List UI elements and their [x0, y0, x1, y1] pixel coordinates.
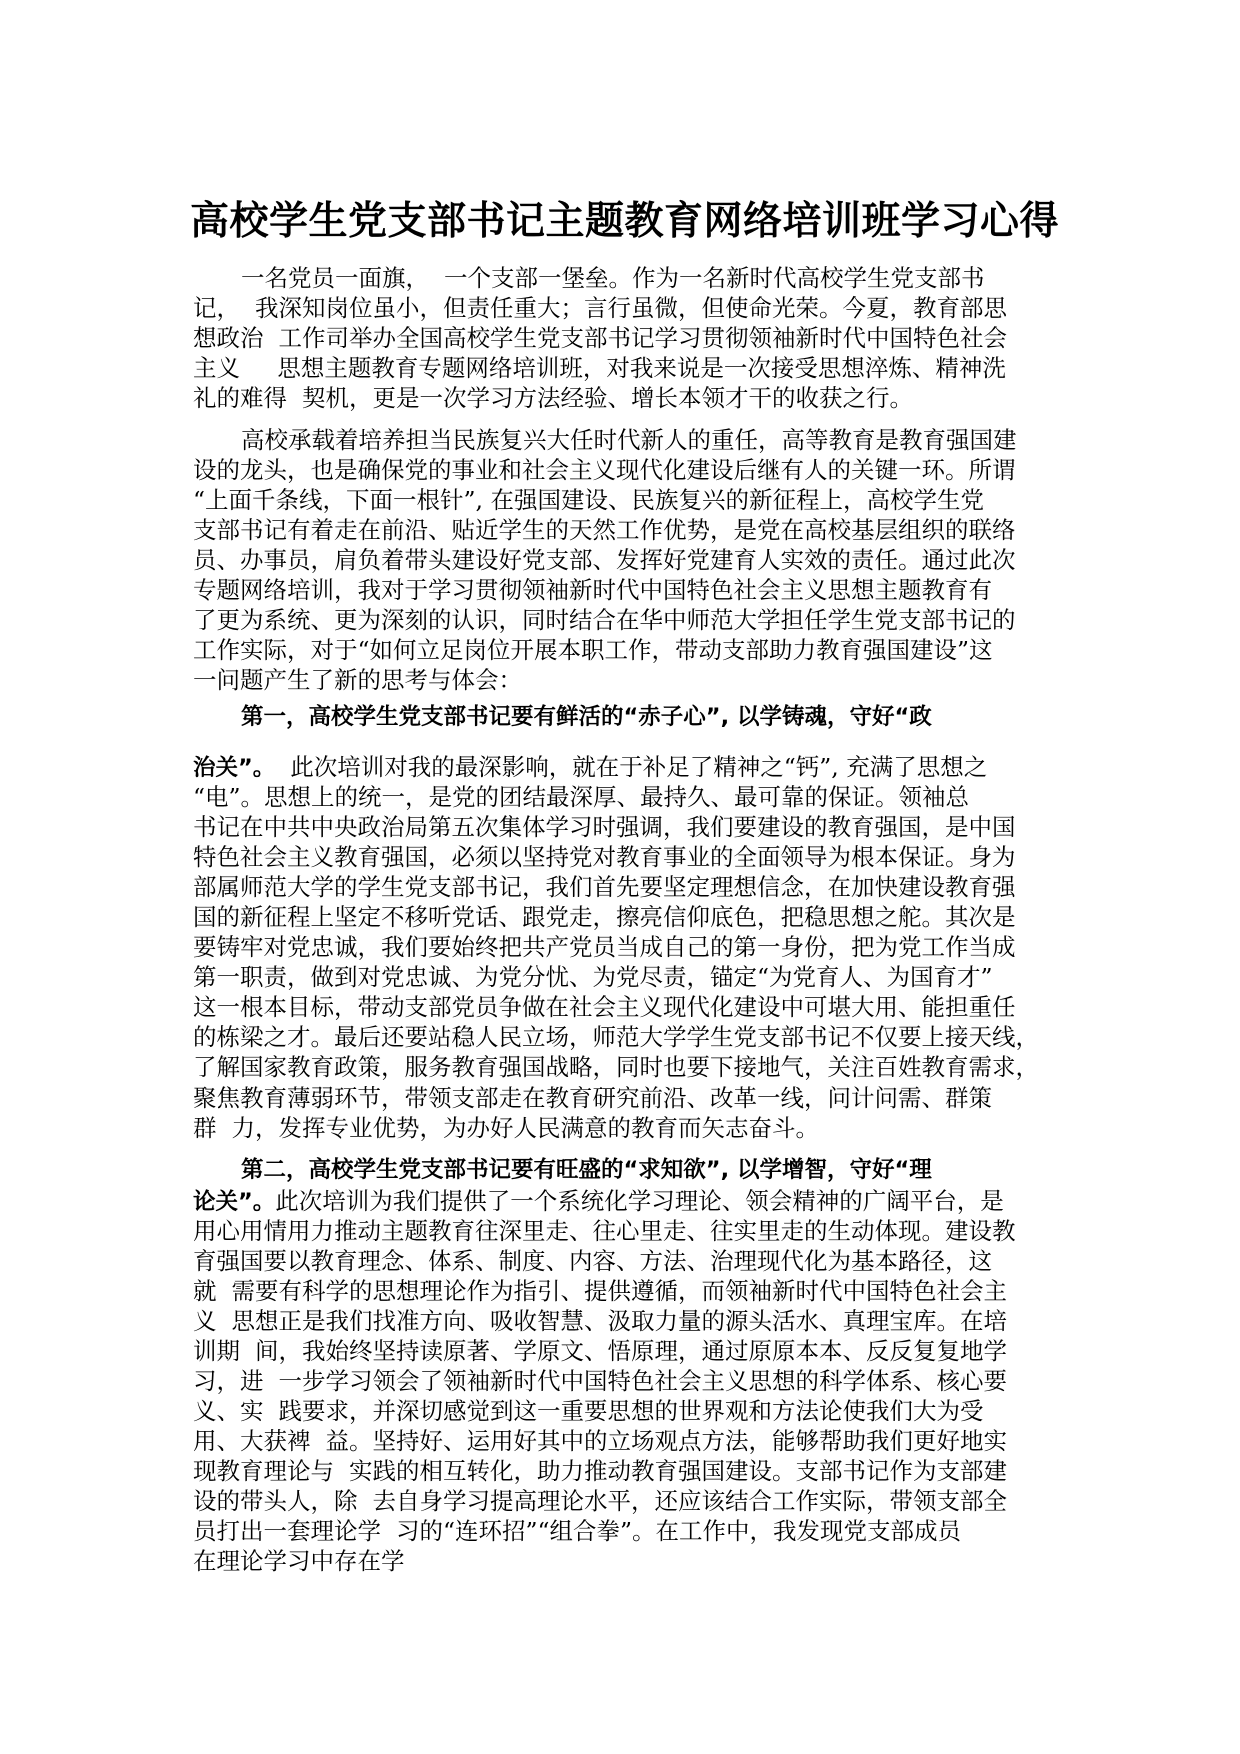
text-line: 群 力，发挥专业优势，为办好人民满意的教育而矢志奋斗。 [193, 1114, 819, 1142]
text-line: 记， 我深知岗位虽小，但责任重大；言行虽微，但使命光荣。今夏，教育部思 [193, 294, 1007, 322]
text-line: “电”。思想上的统一，是党的团结最深厚、最持久、最可靠的保证。领袖总 [193, 783, 970, 811]
text-run: 此次培训为我们提供了一个系统化学习理论、领会精神的广阔平台，是 [275, 1187, 1004, 1215]
text-line: 国的新征程上坚定不移听党话、跟党走，擦亮信仰底色，把稳思想之舵。其次是 [193, 903, 1016, 931]
text-line: 设的带头人，除 去自身学习提高理论水平，还应该结合工作实际，带领支部全 [193, 1487, 1007, 1515]
text-line: 一问题产生了新的思考与体会： [193, 666, 522, 694]
text-run: 此次培训对我的最深影响，就在于补足了精神之“钙”, 充满了思想之 [275, 753, 988, 781]
text-line: 在理论学习中存在学 [193, 1547, 405, 1575]
text-line: 礼的难得 契机，更是一次学习方法经验、增长本领才干的收获之行。 [193, 384, 913, 412]
text-line: 义 思想正是我们找准方向、吸收智慧、汲取力量的源头活水、真理宝库。在培 [193, 1307, 1007, 1335]
text-line: 想政治 工作司举办全国高校学生党支部书记学习贯彻领袖新时代中国特色社会 [193, 324, 1007, 352]
text-line: 要铸牢对党忠诚，我们要始终把共产党员当成自己的第一身份，把为党工作当成 [193, 933, 1016, 961]
document-title: 高校学生党支部书记主题教育网络培训班学习心得 [190, 199, 1060, 244]
section-heading: 第二，高校学生党支部书记要有旺盛的“求知欲”, 以学增智，守好“理 [241, 1157, 932, 1183]
text-line: 训期 间，我始终坚持读原著、学原文、悟原理，通过原原本本、反反复复地学 [193, 1337, 1007, 1365]
section-heading-end: 论关”。 [193, 1189, 276, 1215]
section-1-body [193, 752, 1073, 1082]
text-line: 这一根本目标，带动支部党员争做在社会主义现代化建设中可堪大用、能担重任 [193, 993, 1016, 1021]
text-line [193, 1186, 1073, 1216]
paragraph-1 [193, 263, 1073, 413]
text-line: 聚焦教育薄弱环节，带领支部走在教育研究前沿、改革一线，问计问需、群策 [193, 1084, 992, 1112]
text-line: 的栋梁之才。最后还要站稳人民立场，师范大学学生党支部书记不仅要上接天线， [193, 1023, 1039, 1051]
text-line: 用心用情用力推动主题教育往深里走、往心里走、往实里走的生动体现。建设教 [193, 1217, 1016, 1245]
text-line: 设的龙头，也是确保党的事业和社会主义现代化建设后继有人的关键一环。所谓 [193, 456, 1016, 484]
text-line: 习，进 一步学习领会了领袖新时代中国特色社会主义思想的科学体系、核心要 [193, 1367, 1007, 1395]
text-line: 了解国家教育政策，服务教育强国战略，同时也要下接地气，关注百姓教育需求， [193, 1053, 1039, 1081]
text-line: “上面千条线，下面一根针”, 在强国建设、民族复兴的新征程上，高校学生党 [193, 486, 984, 514]
section-2-heading [193, 1155, 1073, 1185]
section-1-heading [193, 702, 1073, 732]
text-line: 员、办事员，肩负着带头建设好党支部、发挥好党建育人实效的责任。通过此次 [193, 546, 1016, 574]
paragraph-2 [193, 425, 1073, 695]
text-line: 工作实际，对于“如何立足岗位开展本职工作，带动支部助力教育强国建设”这 [193, 636, 993, 664]
text-line: 了更为系统、更为深刻的认识，同时结合在华中师范大学担任学生党支部书记的 [193, 606, 1016, 634]
text-line: 现教育理论与 实践的相互转化，助力推动教育强国建设。支部书记作为支部建 [193, 1457, 1007, 1485]
text-line: 高校承载着培养担当民族复兴大任时代新人的重任，高等教育是教育强国建 [241, 426, 1017, 454]
text-line: 义、实 践要求，并深切感觉到这一重要思想的世界观和方法论使我们大为受 [193, 1397, 984, 1425]
text-line: 员打出一套理论学 习的“连环招”“组合拳”。在工作中，我发现党支部成员 [193, 1517, 961, 1545]
text-line: 一名党员一面旗， 一个支部一堡垒。作为一名新时代高校学生党支部书 [241, 264, 985, 292]
text-line: 部属师范大学的学生党支部书记，我们首先要坚定理想信念，在加快建设教育强 [193, 873, 1016, 901]
text-line [193, 752, 1073, 782]
text-line: 就 需要有科学的思想理论作为指引、提供遵循，而领袖新时代中国特色社会主 [193, 1277, 1007, 1305]
section-heading-end: 治关”。 [193, 755, 276, 781]
text-line: 用、大获裨 益。坚持好、运用好其中的立场观点方法，能够帮助我们更好地实 [193, 1427, 1007, 1455]
text-line: 支部书记有着走在前沿、贴近学生的天然工作优势，是党在高校基层组织的联络 [193, 516, 1016, 544]
text-line: 特色社会主义教育强国，必须以坚持党对教育事业的全面领导为根本保证。身为 [193, 843, 1016, 871]
text-line: 育强国要以教育理念、体系、制度、内容、方法、治理现代化为基本路径，这 [193, 1247, 992, 1275]
text-line: 书记在中共中央政治局第五次集体学习时强调，我们要建设的教育强国，是中国 [193, 813, 1016, 841]
section-2-body [193, 1186, 1073, 1576]
text-line: 专题网络培训，我对于学习贯彻领袖新时代中国特色社会主义思想主题教育有 [193, 576, 992, 604]
section-heading: 第一，高校学生党支部书记要有鲜活的“赤子心”, 以学铸魂，守好“政 [241, 704, 932, 730]
text-line: 主义 思想主题教育专题网络培训班，对我来说是一次接受思想淬炼、精神洗 [193, 354, 1006, 382]
section-1-tail [193, 1083, 1073, 1143]
text-line: 第一职责，做到对党忠诚、为党分忧、为党尽责，锚定“为党育人、为国育才” [193, 963, 993, 991]
